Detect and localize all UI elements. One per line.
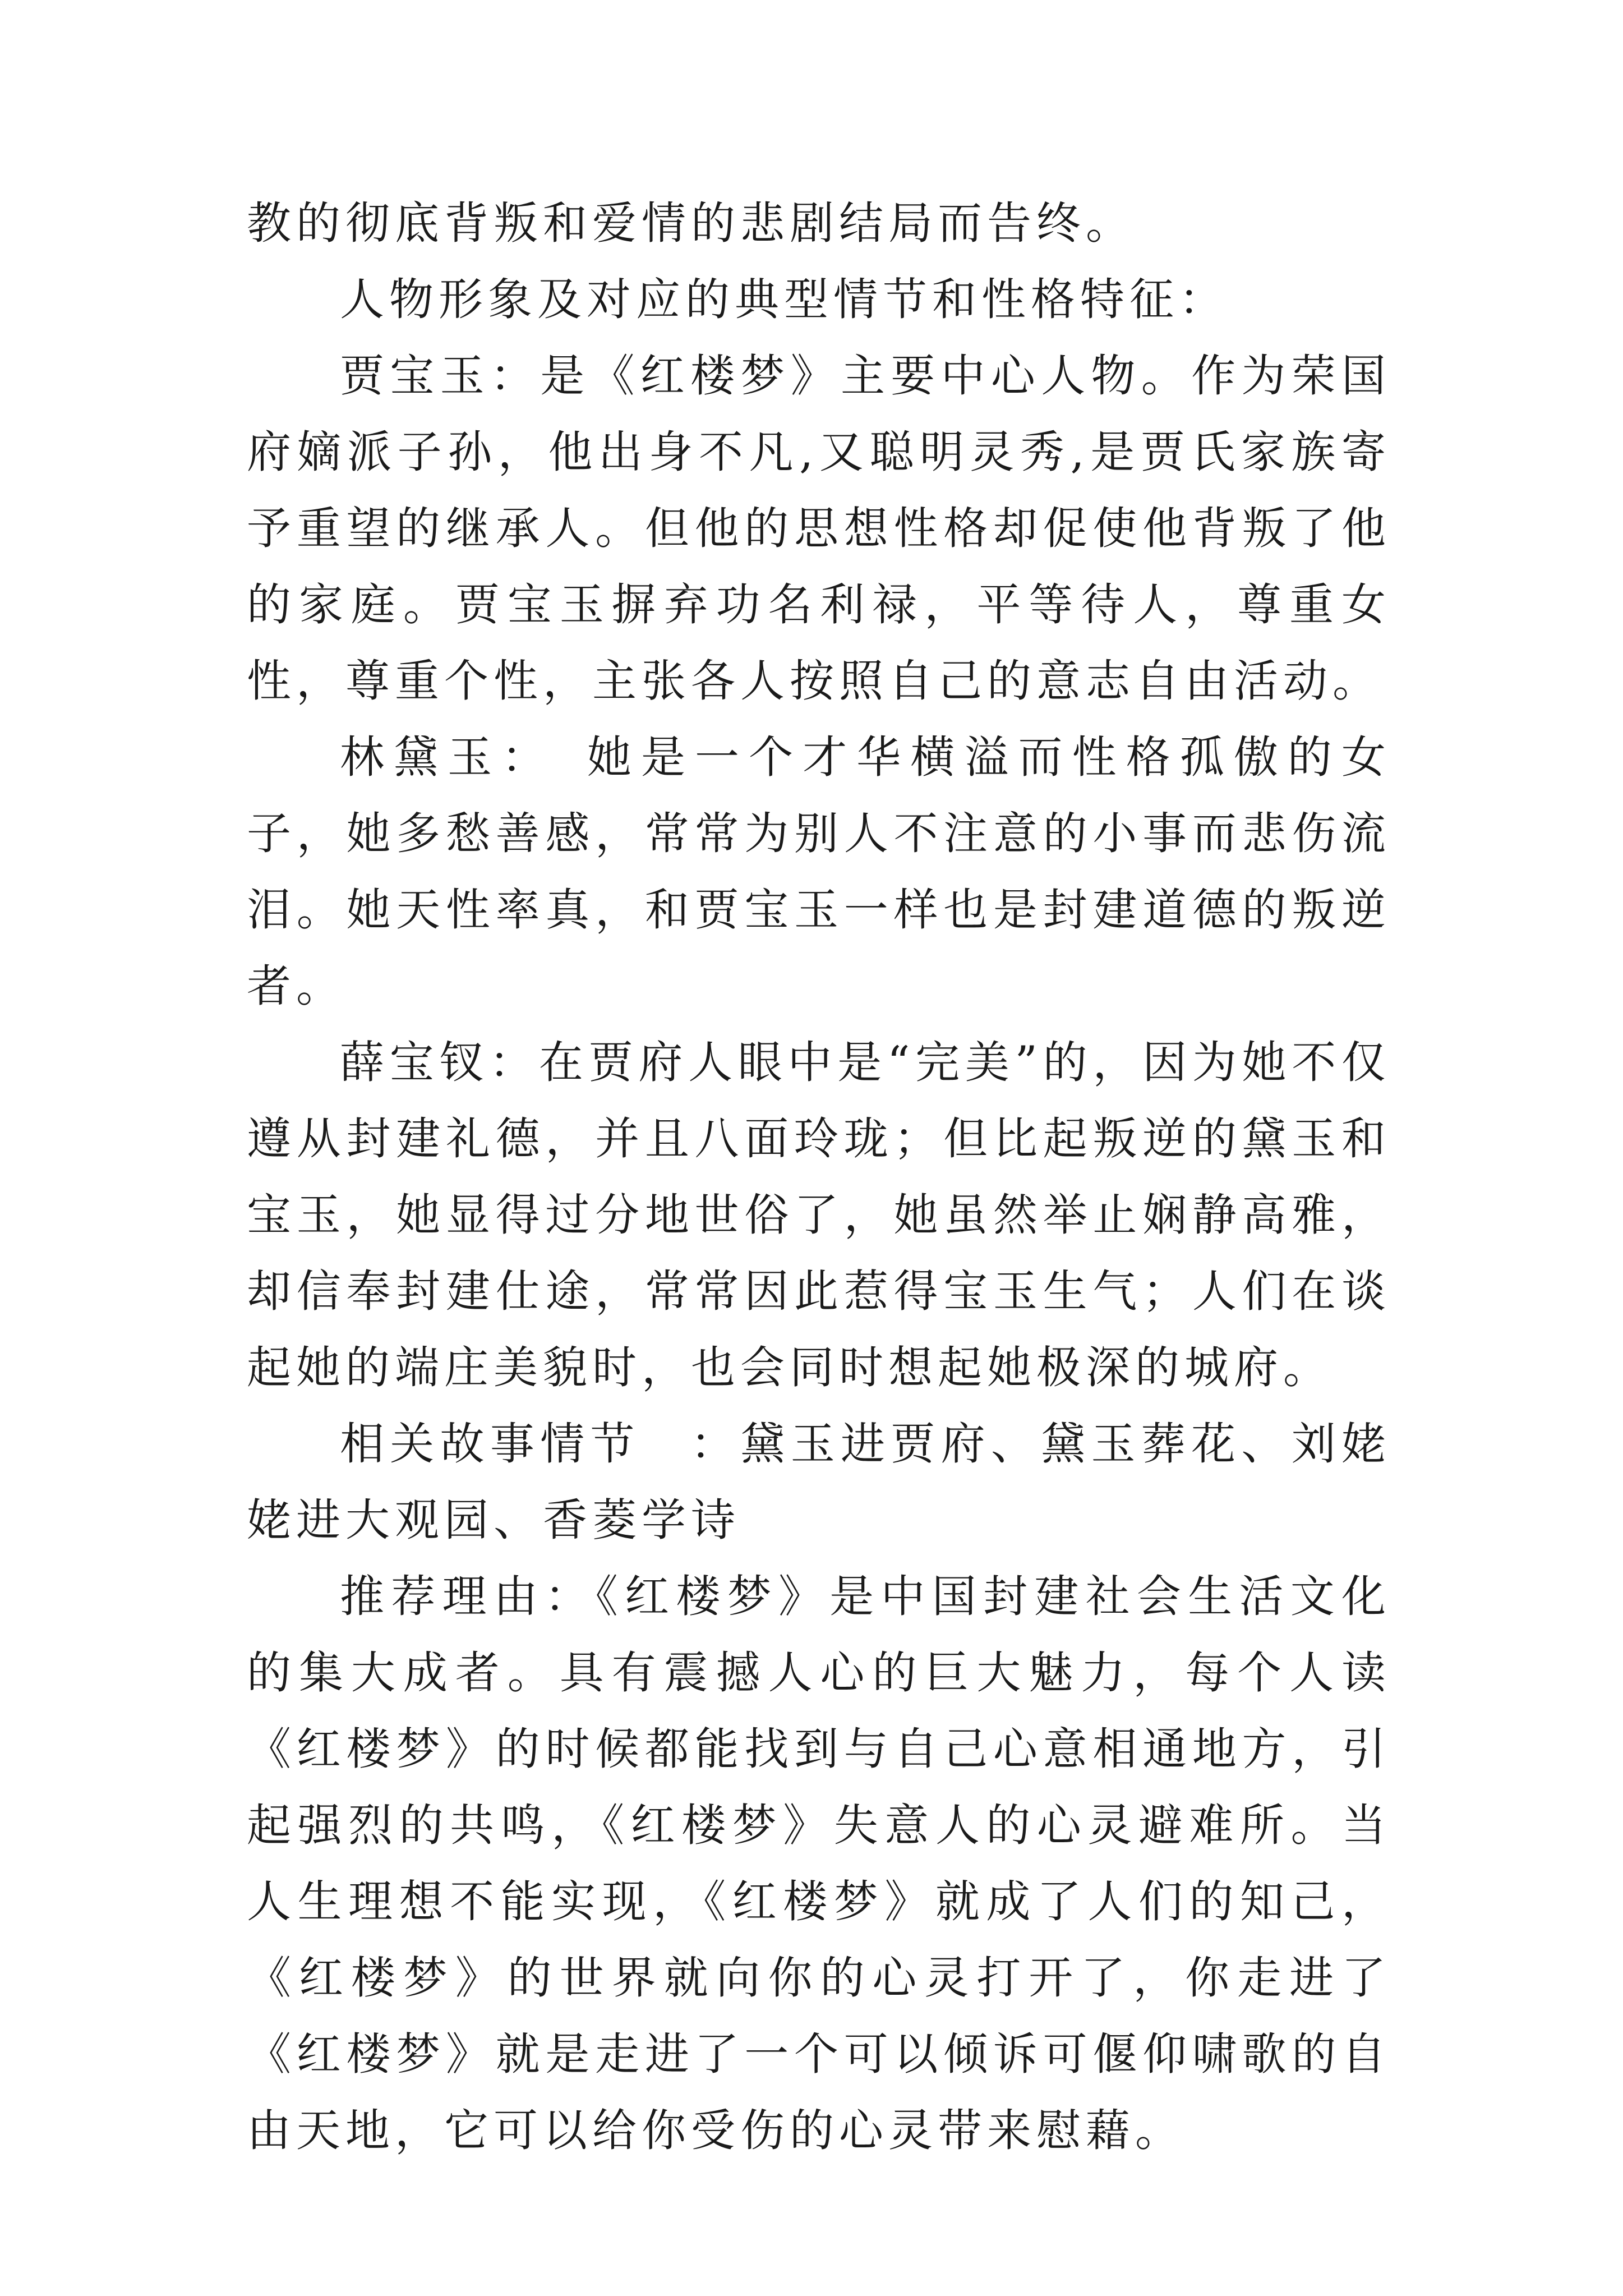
paragraph-xue-baochai: 薛宝钗：在贾府人眼中是“完美”的，因为她不仅遵从封建礼德，并且八面玲珑；但比起叛逆的黛玉和宝玉，她显得过分地世俗了，她虽然举止娴静高雅，却信奉封建仕途，常常因此惹得宝玉生气；人们在谈起她的端庄美貌时，也会同时想起她极深的城府。 bbox=[247, 1037, 1391, 1393]
paragraph-lin-daiyu: 林黛玉： 她是一个才华横溢而性格孤傲的女子，她多愁善感，常常为别人不注意的小事而悲伤流泪。她天性率真，和贾宝玉一样也是封建道德的叛逆者。 bbox=[247, 731, 1391, 1012]
paragraph-continuation: 教的彻底背叛和爱情的悲剧结局而告终。 bbox=[247, 197, 1135, 249]
document-page bbox=[247, 185, 1391, 2169]
paragraph-jia-baoyu: 贾宝玉：是《红楼梦》主要中心人物。作为荣国府嫡派子孙，他出身不凡,又聪明灵秀,是贾氏家族寄予重望的继承人。但他的思想性格却促使他背叛了他的家庭。贾宝玉摒弃功名利禄，平等待人，尊重女性，尊重个性，主张各人按照自己的意志自由活动。 bbox=[247, 350, 1391, 707]
paragraph-section-heading: 人物形象及对应的典型情节和性格特征： bbox=[340, 274, 1228, 325]
paragraph-recommendation: 推荐理由：《红楼梦》是中国封建社会生活文化的集大成者。具有震撼人心的巨大魅力，每个人读《红楼梦》的时候都能找到与自己心意相通地方，引起强烈的共鸣，《红楼梦》失意人的心灵避难所。当人生理想不能实现，《红楼梦》就成了人们的知己，《红楼梦》的世界就向你的心灵打开了，你走进了《红楼梦》就是走进了一个可以倾诉可偃仰啸歌的自由天地，它可以给你受伤的心灵带来慰藉。 bbox=[247, 1571, 1391, 2156]
paragraph-related-plots: 相关故事情节 ：黛玉进贾府、黛玉葬花、刘姥姥进大观园、香菱学诗 bbox=[247, 1418, 1391, 1546]
